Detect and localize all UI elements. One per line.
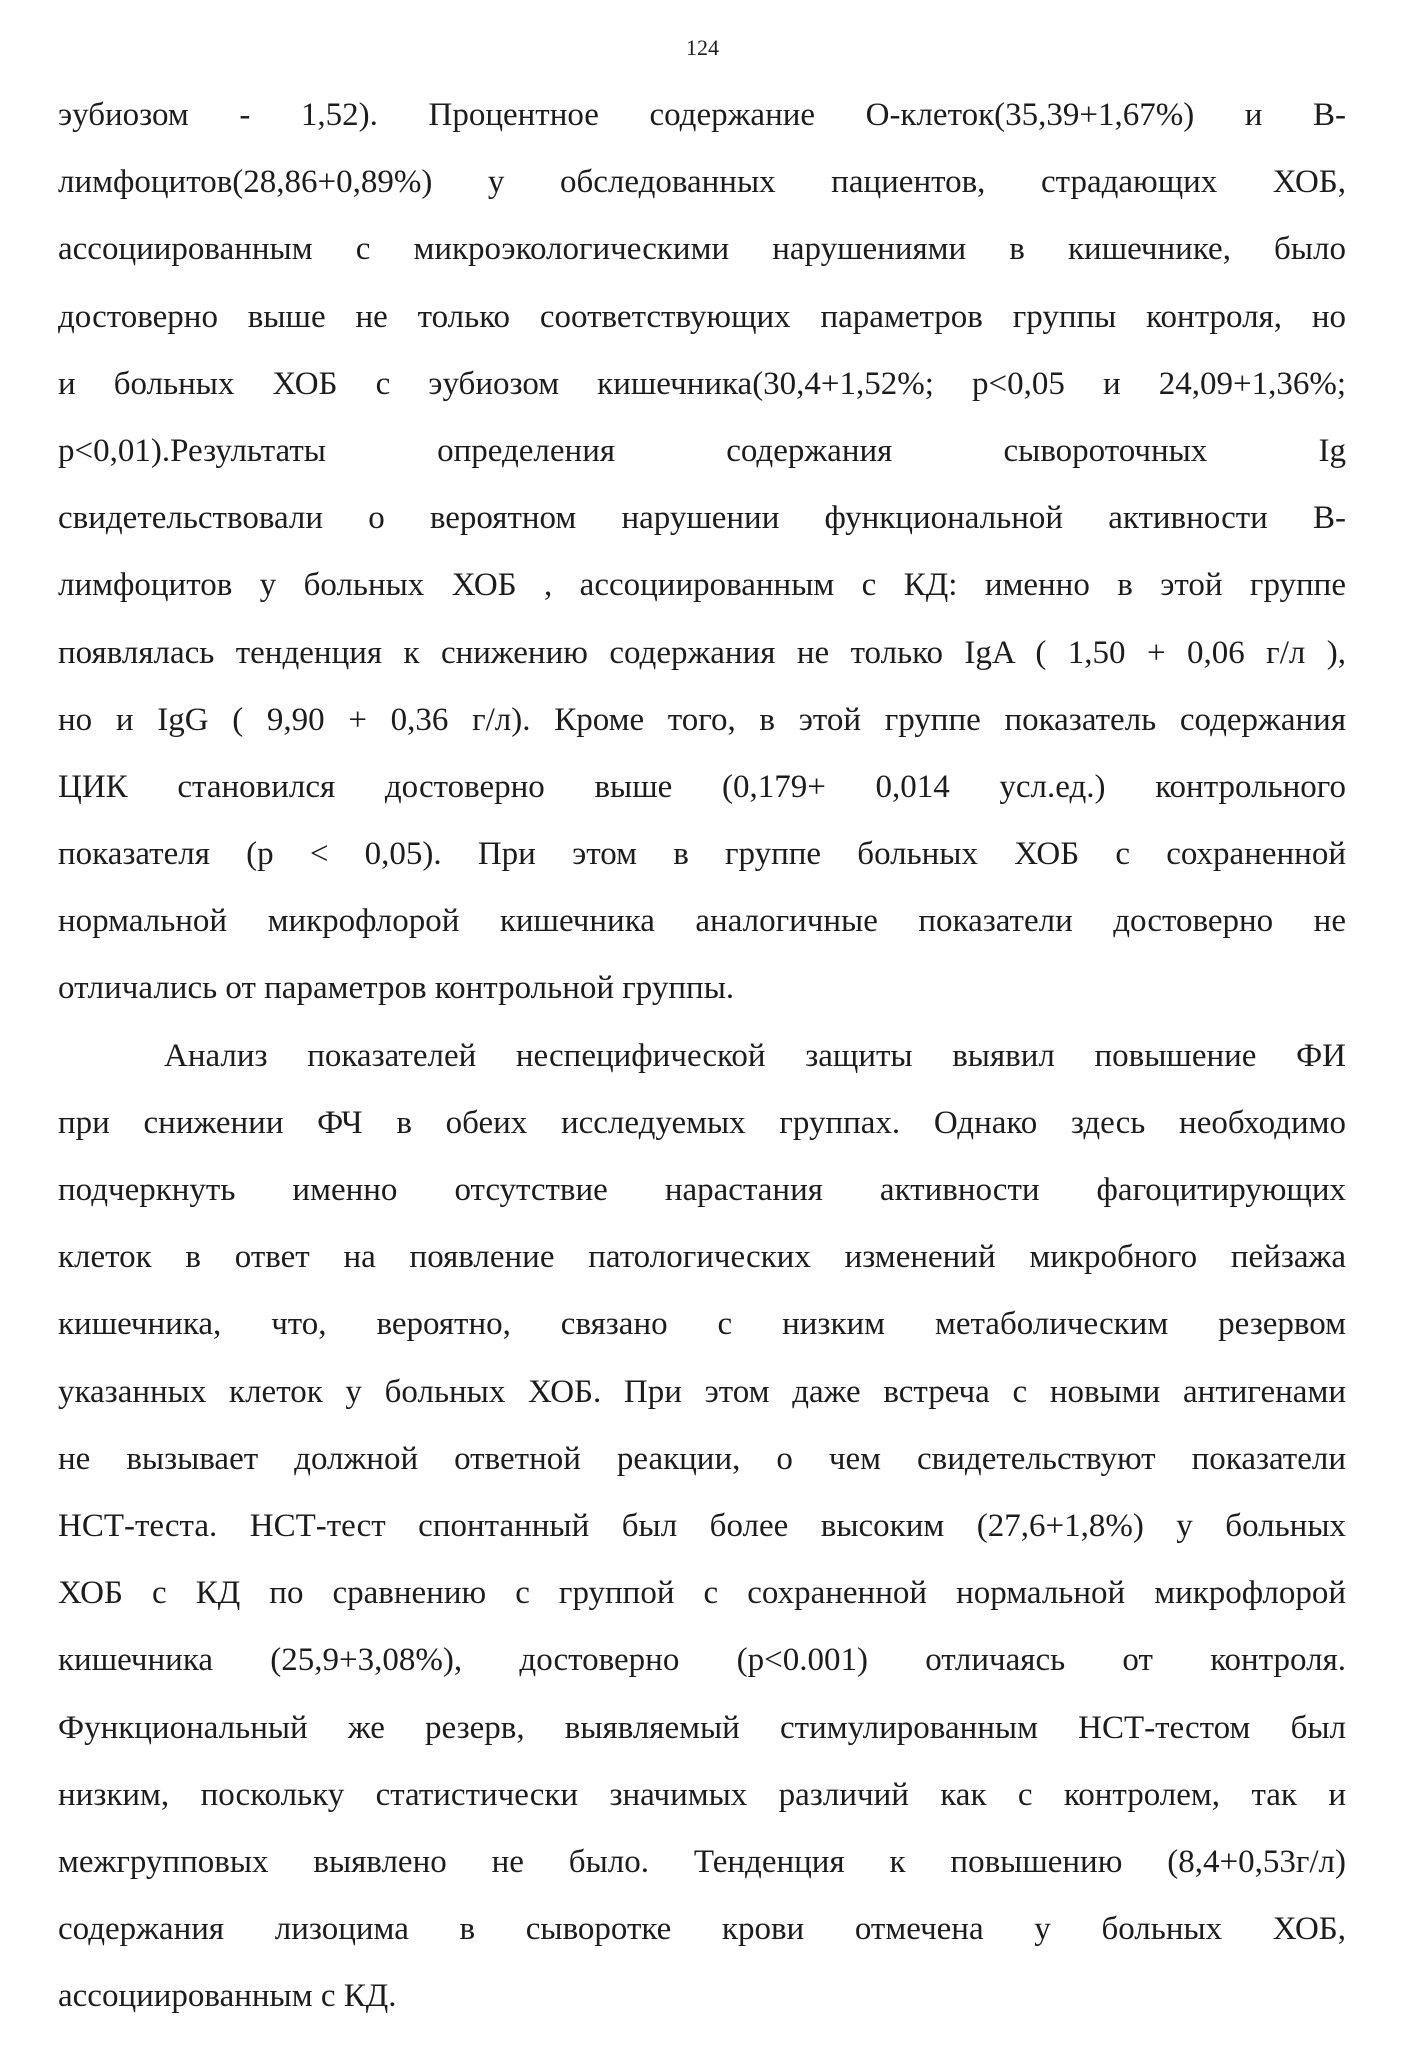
text-line: Анализ показателей неспецифической защиты выявил повышение ФИ	[164, 1037, 1346, 1074]
text-line: показателя (р < 0,05). При этом в группе больных ХОБ с сохраненной	[58, 836, 1346, 873]
text-line: p<0,01).Результаты определения содержания сывороточных Ig	[58, 432, 1346, 469]
text-line: свидетельствовали о вероятном нарушении функциональной активности В-	[58, 500, 1346, 537]
page-number: 124	[686, 35, 719, 60]
text-line: и больных ХОБ с эубиозом кишечника(30,4+1,52%; p<0,05 и 24,09+1,36%;	[58, 365, 1346, 402]
text-line: кишечника (25,9+3,08%), достоверно (р<0.001) отличаясь от контроля.	[58, 1642, 1346, 1679]
text-line: НСТ-теста. НСТ-тест спонтанный был более высоким (27,6+1,8%) у больных	[58, 1507, 1346, 1544]
text-line: ЦИК становился достоверно выше (0,179+ 0,014 усл.ед.) контрольного	[58, 768, 1346, 805]
text-line: отличались от параметров контрольной группы.	[58, 970, 735, 1007]
text-line: низким, поскольку статистически значимых различий как с контролем, так и	[58, 1776, 1346, 1813]
text-line: ХОБ с КД по сравнению с группой с сохраненной нормальной микрофлорой	[58, 1575, 1346, 1612]
text-line: указанных клеток у больных ХОБ. При этом даже встреча с новыми антигенами	[58, 1373, 1346, 1410]
paragraph-2	[58, 1023, 1346, 2031]
text-line: при снижении ФЧ в обеих исследуемых группах. Однако здесь необходимо	[58, 1104, 1346, 1141]
text-line: ассоциированным с микроэкологическими нарушениями в кишечнике, было	[58, 231, 1346, 268]
text-line: подчеркнуть именно отсутствие нарастания активности фагоцитирующих	[58, 1172, 1346, 1208]
text-line: эубиозом - 1,52). Процентное содержание О-клеток(35,39+1,67%) и В-	[58, 97, 1346, 133]
text-line: не вызывает должной ответной реакции, о чем свидетельствуют показатели	[58, 1440, 1346, 1477]
text-line: клеток в ответ на появление патологических изменений микробного пейзажа	[58, 1239, 1346, 1276]
text-line: появлялась тенденция к снижению содержания не только IgA ( 1,50 + 0,06 г/л ),	[58, 634, 1346, 671]
text-line: ассоциированным с КД.	[58, 1978, 397, 2015]
body-text	[58, 82, 1346, 2030]
text-line: межгрупповых выявлено не было. Тенденция к повышению (8,4+0,53г/л)	[58, 1843, 1346, 1880]
text-line: достоверно выше не только соответствующих параметров группы контроля, но	[58, 298, 1346, 335]
text-line: лимфоцитов у больных ХОБ , ассоциированным с КД: именно в этой группе	[58, 567, 1346, 604]
text-line: лимфоцитов(28,86+0,89%) у обследованных пациентов, страдающих ХОБ,	[58, 164, 1346, 201]
text-line: содержания лизоцима в сыворотке крови отмечена у больных ХОБ,	[58, 1911, 1346, 1948]
text-line: Функциональный же резерв, выявляемый стимулированным НСТ-тестом был	[58, 1709, 1346, 1746]
text-line: но и IgG ( 9,90 + 0,36 г/л). Кроме того, в этой группе показатель содержания	[58, 701, 1346, 738]
text-line: нормальной микрофлорой кишечника аналогичные показатели достоверно не	[58, 903, 1346, 940]
paragraph-1	[58, 82, 1346, 1023]
text-line: кишечника, что, вероятно, связано с низким метаболическим резервом	[58, 1306, 1346, 1343]
